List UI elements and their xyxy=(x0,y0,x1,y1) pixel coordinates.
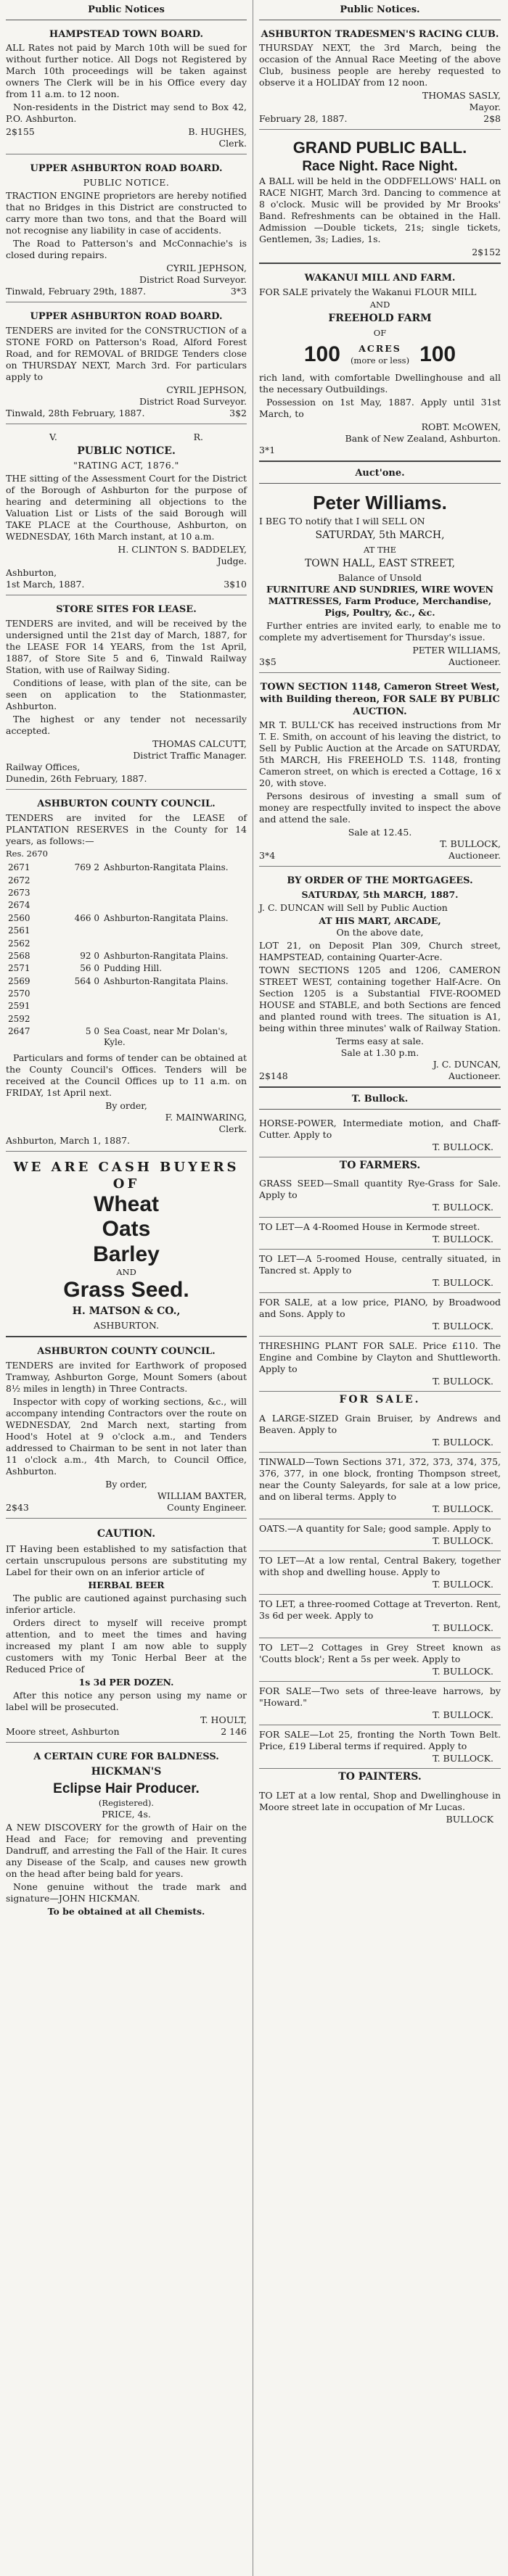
upper1-role: District Road Surveyor. xyxy=(139,273,247,285)
hampstead-body: ALL Rates not paid by March 10th will be sued for without further notice. All Dogs not Registered by March 10th proceedings will be taken against owners The Clerk will be in his Office every day from 11 a.m. to 12 noon. xyxy=(6,42,247,100)
bullock-listing-text: TO LET—A 4-Roomed House in Kermode street. xyxy=(259,1221,480,1233)
bullock-listing-who: T. BULLOCK. xyxy=(433,1753,493,1764)
bullock-listing xyxy=(259,1218,501,1250)
county1-intro: TENDERS are invited for the LEASE of PLANTATION RESERVES in the County for 14 years, as follows:— xyxy=(6,812,247,846)
hickman-title: A CERTAIN CURE FOR BALDNESS. xyxy=(33,1751,219,1762)
county-council-tramway xyxy=(6,1342,247,1519)
bullock-listing xyxy=(259,1638,501,1682)
upper1-subtitle: PUBLIC NOTICE. xyxy=(83,176,170,188)
mortgagees-auction xyxy=(259,871,501,1088)
plantation-desc xyxy=(102,887,247,899)
wakanui-acres-sub: (more or less) xyxy=(350,355,410,366)
mortgagees-venue: AT HIS MART, ARCADE, xyxy=(319,915,441,926)
mortgagees-role: Auctioneer. xyxy=(448,1070,501,1081)
caution-body2: The public are cautioned against purchasing such inferior article. xyxy=(6,1592,247,1615)
store-body: TENDERS are invited, and will be received by the undersigned until the 21st day of March, 1887, for the LEASE FOR 14 YEARS, from the 1st April, 1887, of Store Site 5 and 6, Tinwald Railway Station, with use of Railway Siding. xyxy=(6,618,247,676)
hickman-reg: (Registered). xyxy=(98,1798,155,1809)
townsec1-signer: T. BULLOCK, xyxy=(440,838,501,850)
county-council-plantations xyxy=(6,794,247,1152)
bullock-horsepower-text: HORSE-POWER, Intermediate motion, and Chaff-Cutter. Apply to xyxy=(259,1117,501,1140)
upper1-body2: The Road to Patterson's and McConnachie's is closed during repairs. xyxy=(6,237,247,260)
caution-ref: 2 146 xyxy=(221,1725,247,1737)
bullock-listing-text: TINWALD—Town Sections 371, 372, 373, 374, 375, 376, 377, in one block, fronting Thompson street, near the County Saleyards, for sale at a low price, and on liberal terms. Apply to xyxy=(259,1456,501,1503)
hickman-footer: To be obtained at all Chemists. xyxy=(47,1906,205,1917)
left-column-header: Public Notices xyxy=(6,3,247,20)
plantation-acres xyxy=(39,938,102,950)
plantation-acres: 92 0 xyxy=(80,950,99,961)
plantation-desc: Pudding Hill. xyxy=(104,963,163,974)
plantation-row xyxy=(6,975,247,988)
plantation-res: 2569 xyxy=(8,975,30,986)
plantation-acres xyxy=(39,1013,102,1025)
wakanui-of: OF xyxy=(373,327,387,338)
peter-date: SATURDAY, 5th MARCH, xyxy=(315,529,445,541)
plantation-row xyxy=(6,887,247,899)
ball-ref: 2$152 xyxy=(472,247,501,258)
mortgagees-date: SATURDAY, 5th MARCH, 1887. xyxy=(301,888,459,900)
bullock-listing xyxy=(259,1250,501,1293)
upper-ashburton-notice-1 xyxy=(6,159,247,302)
bullock-listing-who: T. BULLOCK. xyxy=(433,1503,493,1515)
crest-v: V. xyxy=(49,431,57,442)
hickman-product: Eclipse Hair Producer. xyxy=(53,1780,200,1796)
mortgagees-body3: LOT 21, on Deposit Plan 309, Church street, HAMPSTEAD, containing Quarter-Acre. xyxy=(259,939,501,962)
bullock-listing xyxy=(259,1293,501,1337)
plantation-desc xyxy=(102,1000,247,1012)
plantation-row xyxy=(6,912,247,925)
plantation-res: 2674 xyxy=(8,900,30,911)
peter-body: Further entries are invited early, to enable me to complete my advertisement for Thursday's issue. xyxy=(259,620,501,643)
wakanui-mill-notice xyxy=(259,268,501,462)
county1-title: ASHBURTON COUNTY COUNCIL. xyxy=(37,798,216,810)
plantation-acres xyxy=(39,1000,102,1012)
bullock-forsale-heading: FOR SALE. xyxy=(339,1394,421,1406)
bullock-items-forsale xyxy=(259,1409,501,1769)
plantation-desc xyxy=(102,925,247,937)
hampstead-notice xyxy=(6,25,247,155)
plantation-res: 2673 xyxy=(8,888,30,899)
caution-notice xyxy=(6,1523,247,1743)
bullock-section xyxy=(259,1092,501,1829)
hickman-body2: None genuine without the trade mark and signature—JOHN HICKMAN. xyxy=(6,1881,247,1904)
county2-ref: 2$43 xyxy=(6,1502,29,1514)
grand-ball-notice xyxy=(259,134,501,264)
wakanui-body: FOR SALE privately the Wakanui FLOUR MILL xyxy=(259,286,477,298)
bullock-listing-who: T. BULLOCK. xyxy=(433,1622,493,1634)
bullock-listing-who: T. BULLOCK. xyxy=(433,1709,493,1721)
peter-ref: 3$5 xyxy=(259,656,276,668)
plantation-res: 2647 xyxy=(8,1026,30,1037)
ball-title: GRAND PUBLIC BALL. xyxy=(292,139,467,157)
county2-signer: WILLIAM BAXTER, xyxy=(157,1490,247,1502)
peter-name: Peter Williams. xyxy=(313,491,447,513)
county1-role: Clerk. xyxy=(218,1123,247,1134)
plantation-row xyxy=(6,938,247,950)
bullock-listing-text: FOR SALE—Two sets of three-leave harrows, by "Howard." xyxy=(259,1685,501,1709)
store-title: STORE SITES FOR LEASE. xyxy=(56,604,197,616)
upper1-ref: 3*3 xyxy=(230,285,247,297)
plantation-acres: 564 0 xyxy=(74,975,99,986)
wakanui-acres-big-2: 100 xyxy=(419,342,456,367)
upper1-title: UPPER ASHBURTON ROAD BOARD. xyxy=(30,163,223,175)
townsec1-ref: 3*4 xyxy=(259,850,276,862)
matson-grass-seed: Grass Seed. xyxy=(63,1278,189,1303)
plantation-acres: 769 2 xyxy=(74,862,99,873)
plantation-res: 2671 xyxy=(8,862,30,873)
matson-grain-barley: Barley xyxy=(93,1242,160,1266)
county2-byorder: By order, xyxy=(105,1479,147,1490)
bullock-listing xyxy=(259,1551,501,1595)
bullock-last-text: TO LET at a low rental, Shop and Dwellinghouse in Moore street late in occupation of Mr Lucas. xyxy=(259,1790,501,1813)
plantation-desc: Ashburton-Rangitata Plains. xyxy=(104,862,229,873)
upper2-ref: 3$2 xyxy=(229,407,247,418)
county1-date: Ashburton, March 1, 1887. xyxy=(6,1134,131,1146)
bullock-listing xyxy=(259,1682,501,1725)
townsec1-body: MR T. BULL'CK has received instructions from Mr T. E. Smith, on account of his leaving the district, to Sell by Public Auction at the Arcade on SATURDAY, 5th MARCH, His FREEHOLD T.S. 1148, fronting Cameron street, on which is erected a Cottage, 16 x 20, with stove. xyxy=(259,719,501,789)
county1-byorder: By order, xyxy=(105,1099,147,1111)
bullock-last-who: BULLOCK xyxy=(446,1814,493,1825)
wakanui-body2: rich land, with comfortable Dwellinghouse and all the necessary Outbuildings. xyxy=(259,372,501,395)
caution-body: IT Having been established to my satisfaction that certain unscrupulous persons are substituting my Label for their own on an inferior article of xyxy=(6,1543,247,1577)
racing-role: Mayor. xyxy=(469,102,501,113)
rating-body: THE sitting of the Assessment Court for the District of the Borough of Ashburton for the purpose of hearing and determining all objections to the Valuation List or Lists of the said Borough will TAKE PLACE at the Courthouse, Ashburton, on WEDNESDAY, 16th March instant, at 10 a.m. xyxy=(6,473,247,542)
plantation-res: 2568 xyxy=(8,950,30,961)
mortgagees-signer: J. C. DUNCAN, xyxy=(433,1058,501,1070)
upper2-title: UPPER ASHBURTON ROAD BOARD. xyxy=(30,310,223,322)
bullock-listing-who: T. BULLOCK. xyxy=(433,1376,493,1387)
plantation-acres xyxy=(39,887,102,899)
matson-line1: WE ARE CASH BUYERS OF xyxy=(13,1159,239,1192)
bullock-listing-text: TO LET—At a low rental, Central Bakery, together with shop and dwelling house. Apply to xyxy=(259,1555,501,1578)
plantation-acres xyxy=(39,988,102,1000)
bullock-listing-who: T. BULLOCK. xyxy=(433,1535,493,1547)
bullock-horsepower-who: T. BULLOCK. xyxy=(433,1141,493,1152)
wakanui-addr: Bank of New Zealand, Ashburton. xyxy=(345,433,501,445)
plantation-desc: Ashburton-Rangitata Plains. xyxy=(104,950,229,961)
hampstead-role: Clerk. xyxy=(218,138,247,149)
bullock-listing-text: TO LET, a three-roomed Cottage at Treverton. Rent, 3s 6d per week. Apply to xyxy=(259,1598,501,1622)
plantation-acres: 56 0 xyxy=(80,963,99,974)
racing-ref: 2$8 xyxy=(483,113,501,125)
bullock-header: T. Bullock. xyxy=(259,1092,501,1110)
caution-signer: T. HOULT, xyxy=(200,1714,247,1725)
plantation-row xyxy=(6,1013,247,1025)
racing-title: ASHBURTON TRADESMEN'S RACING CLUB. xyxy=(261,28,499,40)
upper2-signer: CYRIL JEPHSON, xyxy=(166,384,247,395)
plantation-acres xyxy=(39,925,102,937)
townsec1-sale: Sale at 12.45. xyxy=(348,827,412,838)
wakanui-acres-word: ACRES xyxy=(359,342,401,354)
mortgagees-body: J. C. DUNCAN will Sell by Public Auction xyxy=(259,901,448,913)
bullock-listing-text: GRASS SEED—Small quantity Rye-Grass for Sale. Apply to xyxy=(259,1178,501,1201)
county1-res-header: Res. 2670 xyxy=(6,848,48,859)
matson-grain-wheat: Wheat xyxy=(94,1192,159,1216)
plantation-table xyxy=(6,862,247,1049)
hickman-name: HICKMAN'S xyxy=(91,1765,162,1778)
bullock-horsepower xyxy=(259,1114,501,1157)
plantation-desc: Ashburton-Rangitata Plains. xyxy=(104,912,229,923)
hampstead-body2: Non-residents in the District may send to Box 42, P.O. Ashburton. xyxy=(6,102,247,125)
rating-place: Ashburton, xyxy=(6,567,57,579)
peter-goods: FURNITURE AND SUNDRIES, WIRE WOVEN MATTRESSES, Farm Produce, Merchandise, Pigs, Poultry, &c., &c. xyxy=(266,584,493,619)
store-signer: THOMAS CALCUTT, xyxy=(152,738,247,750)
caution-body3: Orders direct to myself will receive prompt attention, and to meet the times and having increased my plant I am now able to supply customers with my Tonic Herbal Beer at the Reduced Price of xyxy=(6,1617,247,1675)
bullock-painters-heading: TO PAINTERS. xyxy=(338,1771,422,1783)
caution-body4: After this notice any person using my name or label will be prosecuted. xyxy=(6,1689,247,1712)
rating-act-notice xyxy=(6,429,247,596)
peter-intro: I BEG TO notify that I will SELL ON xyxy=(259,515,425,527)
townsec1-role: Auctioneer. xyxy=(448,850,501,862)
plantation-res: 2562 xyxy=(8,938,30,949)
county1-body: Particulars and forms of tender can be obtained at the County Council's Offices. Tenders will be received at the Council Offices up to 11 a.m. on FRIDAY, 1st April next. xyxy=(6,1052,247,1098)
bullock-listing-text: FOR SALE, at a low price, PIANO, by Broadwood and Sons. Apply to xyxy=(259,1297,501,1320)
bullock-listing xyxy=(259,1595,501,1638)
ball-subtitle: Race Night. Race Night. xyxy=(302,158,458,174)
plantation-row xyxy=(6,950,247,962)
upper1-body: TRACTION ENGINE proprietors are hereby notified that no Bridges in this District are constructed to carry more than two tons, and that the Board will not recognise any liability in case of accidents. xyxy=(6,189,247,236)
plantation-desc xyxy=(102,899,247,912)
mortgagees-ref: 2$148 xyxy=(259,1070,288,1081)
wakanui-signer: ROBT. McOWEN, xyxy=(421,421,501,433)
upper2-date: Tinwald, 28th February, 1887. xyxy=(6,407,145,418)
right-column xyxy=(253,0,507,2576)
hickman-hair-producer xyxy=(6,1747,247,1922)
bullock-listing-text: TO LET—A 5-roomed House, centrally situated, in Tancred st. Apply to xyxy=(259,1253,501,1276)
ball-body: A BALL will be held in the ODDFELLOWS' HALL on RACE NIGHT, March 3rd. Dancing to commence at 8 o'clock. Music will be provided by Mr Brooks' Band. Refreshments can be obtained in the Hall. Admission —Double tickets, 21s; single tickets, Gentlemen, 3s; Ladies, 1s. xyxy=(259,176,501,245)
plantation-row xyxy=(6,862,247,874)
plantation-res: 2571 xyxy=(8,963,30,974)
bullock-listing-text: TO LET—2 Cottages in Grey Street known as 'Coutts block'; Rent a 5s per week. Apply to xyxy=(259,1642,501,1665)
wakanui-title: WAKANUI MILL AND FARM. xyxy=(304,273,456,284)
plantation-desc xyxy=(102,988,247,1000)
bullock-listing-text: A LARGE-SIZED Grain Bruiser, by Andrews and Beaven. Apply to xyxy=(259,1413,501,1436)
store-role: District Traffic Manager. xyxy=(133,750,247,761)
hickman-price: PRICE, 4s. xyxy=(102,1809,151,1820)
wakanui-farm: FREEHOLD FARM xyxy=(328,312,432,324)
bullock-listing-text: FOR SALE—Lot 25, fronting the North Town Belt. Price, £19 Liberal terms if required. Apply to xyxy=(259,1729,501,1752)
upper-ashburton-notice-2 xyxy=(6,307,247,424)
upper2-body: TENDERS are invited for the CONSTRUCTION of a STONE FORD on Patterson's Road, Alford Forest Road, and for REMOVAL of BRIDGE Tenders close on THURSDAY NEXT, March 3rd. For particulars apply to xyxy=(6,324,247,382)
bullock-listing-who: T. BULLOCK. xyxy=(433,1321,493,1332)
store-date: Dunedin, 26th February, 1887. xyxy=(6,773,147,785)
left-column xyxy=(0,0,253,2576)
plantation-desc xyxy=(102,938,247,950)
rating-title: PUBLIC NOTICE. xyxy=(77,445,176,457)
rating-signer: H. CLINTON S. BADDELEY, xyxy=(118,544,247,556)
right-column-header: Public Notices. xyxy=(259,3,501,20)
bullock-listing-who: T. BULLOCK. xyxy=(433,1234,493,1245)
plantation-acres: 5 0 xyxy=(85,1026,99,1037)
plantation-acres xyxy=(39,875,102,887)
bullock-farmers-heading: TO FARMERS. xyxy=(339,1159,421,1171)
town-section-1148-auction xyxy=(259,677,501,867)
store-body3: The highest or any tender not necessarily accepted. xyxy=(6,714,247,737)
racing-date: February 28, 1887. xyxy=(259,113,348,125)
upper1-date: Tinwald, February 29th, 1887. xyxy=(6,285,147,297)
mortgagees-title: BY ORDER OF THE MORTGAGEES. xyxy=(287,875,473,887)
store-sites-notice xyxy=(6,600,247,790)
peter-venue: TOWN HALL, EAST STREET, xyxy=(304,557,456,569)
mortgagees-terms: Terms easy at sale. xyxy=(336,1035,424,1046)
racing-club-notice xyxy=(259,25,501,131)
county1-signer: F. MAINWARING, xyxy=(165,1111,247,1123)
plantation-acres: 466 0 xyxy=(74,912,99,923)
hampstead-title: HAMPSTEAD TOWN BOARD. xyxy=(49,28,204,40)
bullock-listing xyxy=(259,1174,501,1218)
bullock-items-farmers xyxy=(259,1174,501,1392)
townsec1-body2: Persons desirous of investing a small sum of money are respectfully invited to inspect the above and attend the sale. xyxy=(259,790,501,825)
store-office: Railway Offices, xyxy=(6,761,81,773)
plantation-row xyxy=(6,962,247,975)
plantation-res: 2592 xyxy=(8,1013,30,1024)
matson-and: AND xyxy=(116,1267,136,1278)
upper2-role: District Road Surveyor. xyxy=(139,395,247,407)
county2-role: County Engineer. xyxy=(167,1502,247,1514)
plantation-row xyxy=(6,988,247,1000)
peter-balance: Balance of Unsold xyxy=(337,572,422,584)
mortgagees-body2: On the above date, xyxy=(336,926,424,938)
bullock-listing-who: T. BULLOCK. xyxy=(433,1202,493,1213)
bullock-listing-who: T. BULLOCK. xyxy=(433,1437,493,1448)
plantation-res: 2591 xyxy=(8,1001,30,1012)
hickman-body: A NEW DISCOVERY for the growth of Hair on the Head and Face; for removing and preventing Dandruff, and arresting the Fall of the Hair. It cures any Disease of the Scalp, and causes new growth on the head after being bald for years. xyxy=(6,1822,247,1880)
auctions-header: Auct'one. xyxy=(259,466,501,484)
peter-role: Auctioneer. xyxy=(448,656,501,668)
caution-product: HERBAL BEER xyxy=(88,1579,165,1590)
county2-body: TENDERS are invited for Earthwork of proposed Tramway, Ashburton Gorge, Mount Somers (about 8½ miles in length) in Three Contracts. xyxy=(6,1360,247,1395)
caution-price: 1s 3d PER DOZEN. xyxy=(78,1676,174,1688)
crest-r: R. xyxy=(193,431,203,442)
wakanui-acres-big-1: 100 xyxy=(303,342,340,367)
plantation-row xyxy=(6,1000,247,1012)
matson-place: ASHBURTON. xyxy=(93,1320,160,1332)
plantation-row xyxy=(6,925,247,937)
racing-body: THURSDAY NEXT, the 3rd March, being the occasion of the Annual Race Meeting of the above Club, business people are hereby requested to observe it a HOLIDAY from 12 noon. xyxy=(259,42,501,88)
plantation-desc xyxy=(102,1013,247,1025)
store-body2: Conditions of lease, with plan of the site, can be seen on application to the Stationmaster, Ashburton. xyxy=(6,677,247,712)
plantation-res: 2570 xyxy=(8,988,30,999)
plantation-desc xyxy=(102,875,247,887)
racing-signer: THOMAS SASLY, xyxy=(422,90,501,102)
bullock-listing xyxy=(259,1725,501,1769)
plantation-row xyxy=(6,875,247,887)
plantation-res: 2561 xyxy=(8,925,30,936)
townsec1-title: TOWN SECTION 1148, Cameron Street West, with Building thereon, FOR SALE BY PUBLIC AUCTION. xyxy=(260,682,500,717)
wakanui-body3: Possession on 1st May, 1887. Apply until 31st March, to xyxy=(259,397,501,420)
plantation-acres xyxy=(39,899,102,912)
caution-addr: Moore street, Ashburton xyxy=(6,1725,120,1737)
county2-title: ASHBURTON COUNTY COUNCIL. xyxy=(37,1346,216,1358)
caution-title: CAUTION. xyxy=(97,1528,156,1540)
hampstead-ref: 2$155 xyxy=(6,126,35,138)
rating-date: 1st March, 1887. xyxy=(6,579,85,590)
matson-cash-buyers xyxy=(6,1156,247,1338)
county2-body2: Inspector with copy of working sections, &c., will accompany intending Contractors over the route on WEDNESDAY, 2nd March next, starting from Hood's Hotel at 9 o'clock a.m., and Tenders addressed to Chairman to be sent in not later than 11 o'clock a.m., 4th March, to Council Office, Ashburton. xyxy=(6,1396,247,1477)
wakanui-ref: 3*1 xyxy=(259,445,276,456)
upper1-signer: CYRIL JEPHSON, xyxy=(166,262,247,273)
bullock-listing xyxy=(259,1453,501,1519)
rating-ref: 3$10 xyxy=(224,579,247,590)
bullock-listing xyxy=(259,1519,501,1551)
bullock-listing-who: T. BULLOCK. xyxy=(433,1666,493,1677)
bullock-last-item xyxy=(259,1786,501,1829)
hampstead-signer: B. HUGHES, xyxy=(188,126,247,138)
plantation-row xyxy=(6,899,247,912)
rating-subtitle: "RATING ACT, 1876." xyxy=(73,460,179,471)
wakanui-and: AND xyxy=(369,300,390,310)
peter-at: AT THE xyxy=(363,544,397,555)
mortgagees-sale: Sale at 1.30 p.m. xyxy=(340,1046,419,1058)
mortgagees-body4: TOWN SECTIONS 1205 and 1206, CAMERON STREET WEST, containing together Half-Acre. On Section 1205 is a Substantial FIVE-ROOMED HOUSE and STABLE, and both Sections are fenced and planted round with trees. The situation is A1, being within three minutes' walk of Railway Station. xyxy=(259,964,501,1033)
plantation-desc: Ashburton-Rangitata Plains. xyxy=(104,975,229,986)
rating-role: Judge. xyxy=(217,556,247,567)
peter-signer: PETER WILLIAMS, xyxy=(412,645,501,656)
peter-williams-auction xyxy=(259,488,501,673)
bullock-listing-text: OATS.—A quantity for Sale; good sample. Apply to xyxy=(259,1523,491,1535)
bullock-listing-text: THRESHING PLANT FOR SALE. Price £110. The Engine and Combine by Clayton and Shuttleworth. Apply to xyxy=(259,1340,501,1375)
bullock-listing xyxy=(259,1337,501,1392)
plantation-res: 2672 xyxy=(8,875,30,886)
bullock-listing-who: T. BULLOCK. xyxy=(433,1277,493,1289)
matson-firm: H. MATSON & CO., xyxy=(72,1305,181,1317)
bullock-listing-who: T. BULLOCK. xyxy=(433,1579,493,1590)
bullock-listing xyxy=(259,1409,501,1453)
plantation-row xyxy=(6,1025,247,1049)
plantation-res: 2560 xyxy=(8,912,30,923)
plantation-desc: Sea Coast, near Mr Dolan's, Kyle. xyxy=(104,1026,228,1048)
matson-grain-oats: Oats xyxy=(102,1217,151,1242)
